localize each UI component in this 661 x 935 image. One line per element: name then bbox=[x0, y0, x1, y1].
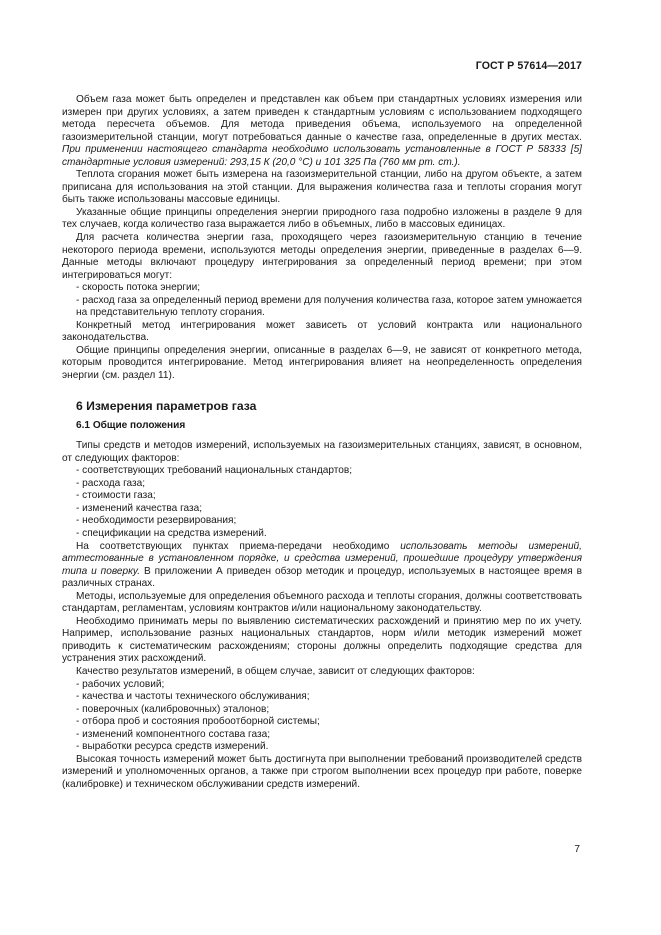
paragraph: Теплота сгорания может быть измерена на газоизмерительной станции, либо на другом объекте, а затем приписана для использования на этой станции. Для выражения количества газа и теплоты сгорания могут быть также использованы массовые единицы. bbox=[62, 169, 582, 206]
list-item: - поверочных (калибровочных) эталонов; bbox=[76, 703, 270, 715]
paragraph: Общие принципы определения энергии, описанные в разделах 6—9, не зависят от конкретного метода, которым проводится интегрирование. Метод интегрирования влияет на неопределенность определения энергии (см. раздел 11). bbox=[62, 344, 582, 382]
paragraph: Качество результатов измерений, в общем случае, зависит от следующих факторов: bbox=[76, 665, 475, 677]
paragraph-text: На соответствующих пунктах приема-передачи необходимо bbox=[76, 540, 390, 552]
subsection-heading: 6.1 Общие положения bbox=[76, 419, 186, 431]
paragraph bbox=[62, 541, 582, 591]
list-item: - скорость потока энергии; bbox=[76, 282, 201, 294]
paragraph bbox=[62, 94, 582, 169]
page-number: 7 bbox=[574, 844, 580, 855]
list-item: - выработки ресурса средств измерений. bbox=[76, 741, 269, 753]
paragraph-text: Объем газа может быть определен и представлен как объем при стандартных условиях измерения или измерен при других условиях, а затем приведен к стандартным условиям с использованием подходящего метода пересчета объемов. Для метода приведения объема, используемого на определенной газоизмерительной станции, могут потребоваться данные о качестве газа, определенные в других местах. bbox=[62, 94, 582, 143]
paragraph-italic-text: При применении настоящего стандарта необходимо использовать установленные в ГОСТ Р 58333 [5] стандартные условия измерений: 293,15 К (20,0 °С) и 101 325 Па (760 мм рт. ст.). bbox=[62, 144, 582, 168]
paragraph: Для расчета количества энергии газа, проходящего через газоизмерительную станцию в течение некоторого периода времени, используются методы определения энергии, приведенные в разделах 6—9. Данные методы включают процедуру интегрирования за определенный период времени; при этом интегрироваться могут: bbox=[62, 232, 582, 281]
paragraph: Указанные общие принципы определения энергии природного газа подробно изложены в разделе 9 для тех случаев, когда количество газа выражается либо в объемных, либо в массовых единицах. bbox=[62, 206, 582, 231]
paragraph: Высокая точность измерений может быть достигнута при выполнении требований производителей средств измерений и уполномоченных органов, а также при строгом выполнении всех процедур при работе, поверке (калибровке) и техническом обслуживании средств измерений. bbox=[62, 753, 582, 790]
section-heading: 6 Измерения параметров газа bbox=[76, 398, 257, 413]
list-item: - соответствующих требований национальных стандартов; bbox=[76, 465, 353, 477]
paragraph-text: В приложении А приведен обзор методик и процедур, используемых в настоящее время в различных странах. bbox=[62, 565, 583, 590]
list-item: - качества и частоты технического обслуживания; bbox=[76, 691, 310, 703]
list-item: - изменений качества газа; bbox=[76, 502, 203, 514]
list-item: - рабочих условий; bbox=[76, 678, 165, 690]
list-item: - расход газа за определенный период времени для получения количества газа, которое затем умножается на представительную теплоту сгорания. bbox=[76, 294, 582, 319]
paragraph: Типы средств и методов измерений, используемых на газоизмерительных станциях, зависят, в основном, от следующих факторов: bbox=[62, 440, 582, 464]
list-item: - спецификации на средства измерений. bbox=[76, 527, 267, 539]
paragraph: Необходимо принимать меры по выявлению систематических расхождений и принятию мер по их учету. Например, использование разных национальных стандартов, норм и/или методик измерений может приводить к систематическим расхождениям; стороны должны определить подходящие средства для устранения этих расхождений. bbox=[62, 615, 582, 665]
paragraph-italic-text: использовать методы измерений, аттестованные в установленном порядке, и средства измерений, прошедшие процедуру утверждения типа и поверку. bbox=[62, 540, 582, 577]
list-item: - стоимости газа; bbox=[76, 490, 156, 502]
paragraph: Методы, используемые для определения объемного расхода и теплоты сгорания, должны соответствовать стандартам, регламентам, условиям контрактов и/или национальному законодательству. bbox=[62, 590, 582, 615]
paragraph: Конкретный метод интегрирования может зависеть от условий контракта или национального законодательства. bbox=[62, 319, 582, 344]
list-item: - изменений компонентного состава газа; bbox=[76, 728, 271, 740]
list-item: - отбора проб и состояния пробоотборной системы; bbox=[76, 716, 320, 728]
standard-header: ГОСТ Р 57614—2017 bbox=[475, 60, 582, 72]
document-body bbox=[62, 94, 582, 791]
list-item: - необходимости резервирования; bbox=[76, 515, 237, 527]
list-item: - расхода газа; bbox=[76, 477, 146, 489]
